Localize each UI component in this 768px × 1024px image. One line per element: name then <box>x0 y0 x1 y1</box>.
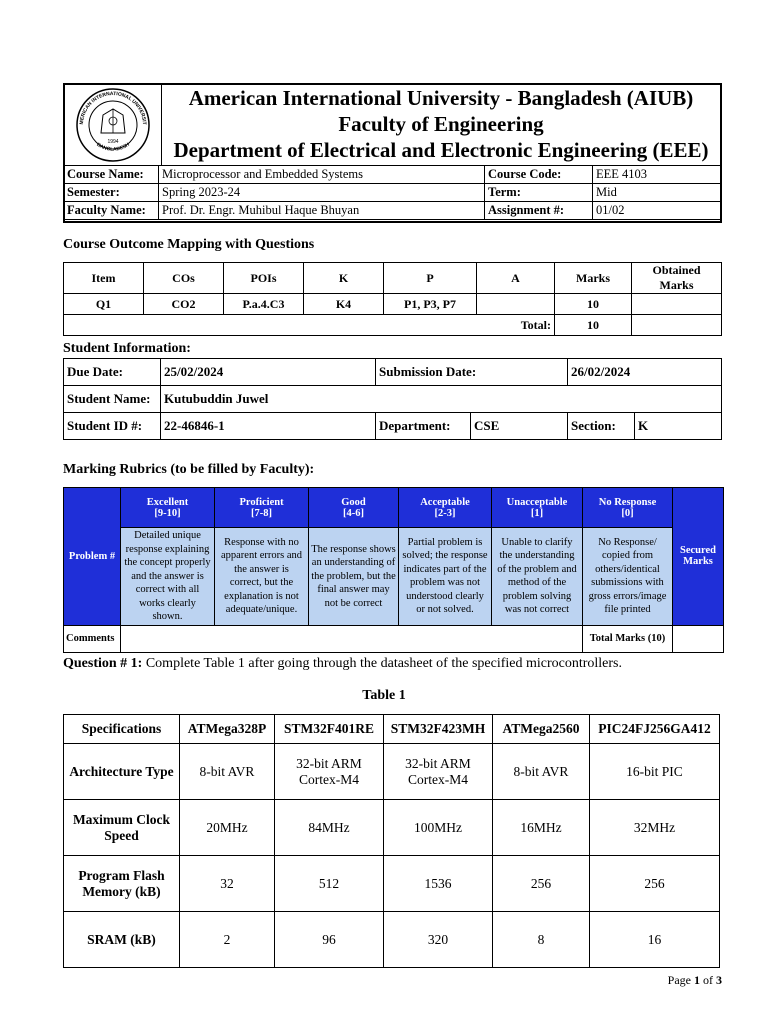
mapping-cell: P1, P3, P7 <box>384 294 477 315</box>
rubric-comments-label: Comments <box>64 625 121 652</box>
mapping-cell: 10 <box>555 294 632 315</box>
spec-row-label: SRAM (kB) <box>64 912 180 968</box>
spec-cell: 256 <box>590 856 720 912</box>
mapping-cell <box>477 294 555 315</box>
spec-cell: 512 <box>275 856 384 912</box>
mapping-header: P <box>384 263 477 294</box>
rubric-level-acceptable: Acceptable [2-3] <box>399 488 492 528</box>
mapping-cell <box>632 294 722 315</box>
logo-year: 1994 <box>107 139 119 145</box>
mapping-cell: K4 <box>304 294 384 315</box>
spec-header: ATMega2560 <box>493 715 590 744</box>
spec-header: STM32F401RE <box>275 715 384 744</box>
mapping-header: POIs <box>224 263 304 294</box>
mapping-title: Course Outcome Mapping with Questions <box>63 237 315 252</box>
spec-table <box>63 714 720 968</box>
course-info-table <box>63 165 722 220</box>
spec-cell: 2 <box>180 912 275 968</box>
rubric-desc: No Response/ copied from others/identical submissions with gross errors/image file printed <box>583 528 673 626</box>
table-row <box>64 800 720 856</box>
rubrics-title: Marking Rubrics (to be filled by Faculty): <box>63 462 315 477</box>
course-code-label: Course Code: <box>485 166 593 184</box>
spec-cell: 1536 <box>384 856 493 912</box>
spec-cell: 16 <box>590 912 720 968</box>
rubric-total-marks-value <box>673 625 724 652</box>
assignment-label: Assignment #: <box>485 202 593 220</box>
spec-header: Specifications <box>64 715 180 744</box>
question-text: Complete Table 1 after going through the datasheet of the specified microcontrollers. <box>142 656 623 671</box>
spec-cell: 32-bit ARM Cortex-M4 <box>275 744 384 800</box>
submission-date: 26/02/2024 <box>568 359 722 386</box>
due-date-label: Due Date: <box>64 359 161 386</box>
department-value: CSE <box>471 413 568 440</box>
rubric-desc: Unable to clarify the understanding of the problem and method of the problem solving was not correct <box>492 528 583 626</box>
student-info-table <box>63 358 722 440</box>
mapping-header: Marks <box>555 263 632 294</box>
rubric-total-marks-label: Total Marks (10) <box>583 625 673 652</box>
table-row <box>64 744 720 800</box>
spec-row-label: Maximum Clock Speed <box>64 800 180 856</box>
mapping-total-value: 10 <box>555 315 632 336</box>
department-label: Department: <box>376 413 471 440</box>
department-title: Department of Electrical and Electronic Engineering (EEE) <box>173 138 709 162</box>
spec-row-label: Program Flash Memory (kB) <box>64 856 180 912</box>
mapping-cell: P.a.4.C3 <box>224 294 304 315</box>
table-row <box>64 856 720 912</box>
student-id: 22-46846-1 <box>161 413 376 440</box>
question-label: Question # 1: <box>63 656 143 671</box>
term: Mid <box>593 184 722 202</box>
rubric-level-good: Good [4-6] <box>309 488 399 528</box>
rubric-problem-label: Problem # <box>64 488 121 626</box>
logo-ring-top: MERICAN INTERNATIONAL UNIVERSIT <box>78 90 148 125</box>
student-name-label: Student Name: <box>64 386 161 413</box>
section-value: K <box>635 413 722 440</box>
spec-cell: 32 <box>180 856 275 912</box>
rubric-level-proficient: Proficient [7-8] <box>215 488 309 528</box>
university-logo <box>65 85 162 165</box>
question-1 <box>63 656 622 672</box>
spec-cell: 84MHz <box>275 800 384 856</box>
spec-cell: 256 <box>493 856 590 912</box>
assignment: 01/02 <box>593 202 722 220</box>
student-name: Kutubuddin Juwel <box>161 386 722 413</box>
spec-cell: 96 <box>275 912 384 968</box>
rubric-desc: Partial problem is solved; the response indicates part of the problem was not understood clearly or not solved. <box>399 528 492 626</box>
due-date: 25/02/2024 <box>161 359 376 386</box>
mapping-cell: Q1 <box>64 294 144 315</box>
spec-cell: 100MHz <box>384 800 493 856</box>
rubrics-table <box>63 487 724 653</box>
semester-label: Semester: <box>64 184 159 202</box>
student-id-label: Student ID #: <box>64 413 161 440</box>
spec-cell: 16-bit PIC <box>590 744 720 800</box>
rubric-desc: Response with no apparent errors and the answer is correct, but the explanation is not adequate/unique. <box>215 528 309 626</box>
mapping-total-obtained <box>632 315 722 336</box>
section-label: Section: <box>568 413 635 440</box>
term-label: Term: <box>485 184 593 202</box>
spec-cell: 20MHz <box>180 800 275 856</box>
rubric-level-no-response: No Response [0] <box>583 488 673 528</box>
table-row <box>64 912 720 968</box>
spec-header: ATMega328P <box>180 715 275 744</box>
mapping-header: Obtained Marks <box>632 263 722 294</box>
university-name: American International University - Bangladesh (AIUB) <box>188 86 694 110</box>
logo-ring-bottom: BANGLADESH <box>95 141 131 153</box>
mapping-header: COs <box>144 263 224 294</box>
spec-cell: 16MHz <box>493 800 590 856</box>
mapping-total-label: Total: <box>64 315 555 336</box>
spec-row-label: Architecture Type <box>64 744 180 800</box>
spec-cell: 8 <box>493 912 590 968</box>
faculty-name: Prof. Dr. Engr. Muhibul Haque Bhuyan <box>159 202 485 220</box>
rubric-level-unacceptable: Unacceptable [1] <box>492 488 583 528</box>
spec-header: STM32F423MH <box>384 715 493 744</box>
spec-cell: 8-bit AVR <box>493 744 590 800</box>
rubric-level-excellent: Excellent [9-10] <box>121 488 215 528</box>
course-code: EEE 4103 <box>593 166 722 184</box>
spec-header: PIC24FJ256GA412 <box>590 715 720 744</box>
rubric-comments-field <box>121 625 583 652</box>
spec-cell: 32MHz <box>590 800 720 856</box>
submission-date-label: Submission Date: <box>376 359 568 386</box>
mapping-header: Item <box>64 263 144 294</box>
spec-cell: 32-bit ARM Cortex-M4 <box>384 744 493 800</box>
header-titles <box>162 85 720 165</box>
spec-cell: 320 <box>384 912 493 968</box>
rubric-desc: Detailed unique response explaining the concept properly and the answer is correct with all works clearly shown. <box>121 528 215 626</box>
mapping-header: K <box>304 263 384 294</box>
mapping-header: A <box>477 263 555 294</box>
mapping-table <box>63 262 722 336</box>
course-name-label: Course Name: <box>64 166 159 184</box>
page-number: Page 1 of 3 <box>667 973 722 987</box>
mapping-cell: CO2 <box>144 294 224 315</box>
faculty-name-label: Faculty Name: <box>64 202 159 220</box>
rubric-desc: The response shows an understanding of the problem, but the final answer may not be correct <box>309 528 399 626</box>
student-info-title: Student Information: <box>63 341 191 356</box>
rubric-secured-label: Secured Marks <box>673 488 724 626</box>
faculty-title: Faculty of Engineering <box>338 112 544 136</box>
table-1-caption: Table 1 <box>362 688 406 703</box>
course-name: Microprocessor and Embedded Systems <box>159 166 485 184</box>
semester: Spring 2023-24 <box>159 184 485 202</box>
spec-cell: 8-bit AVR <box>180 744 275 800</box>
